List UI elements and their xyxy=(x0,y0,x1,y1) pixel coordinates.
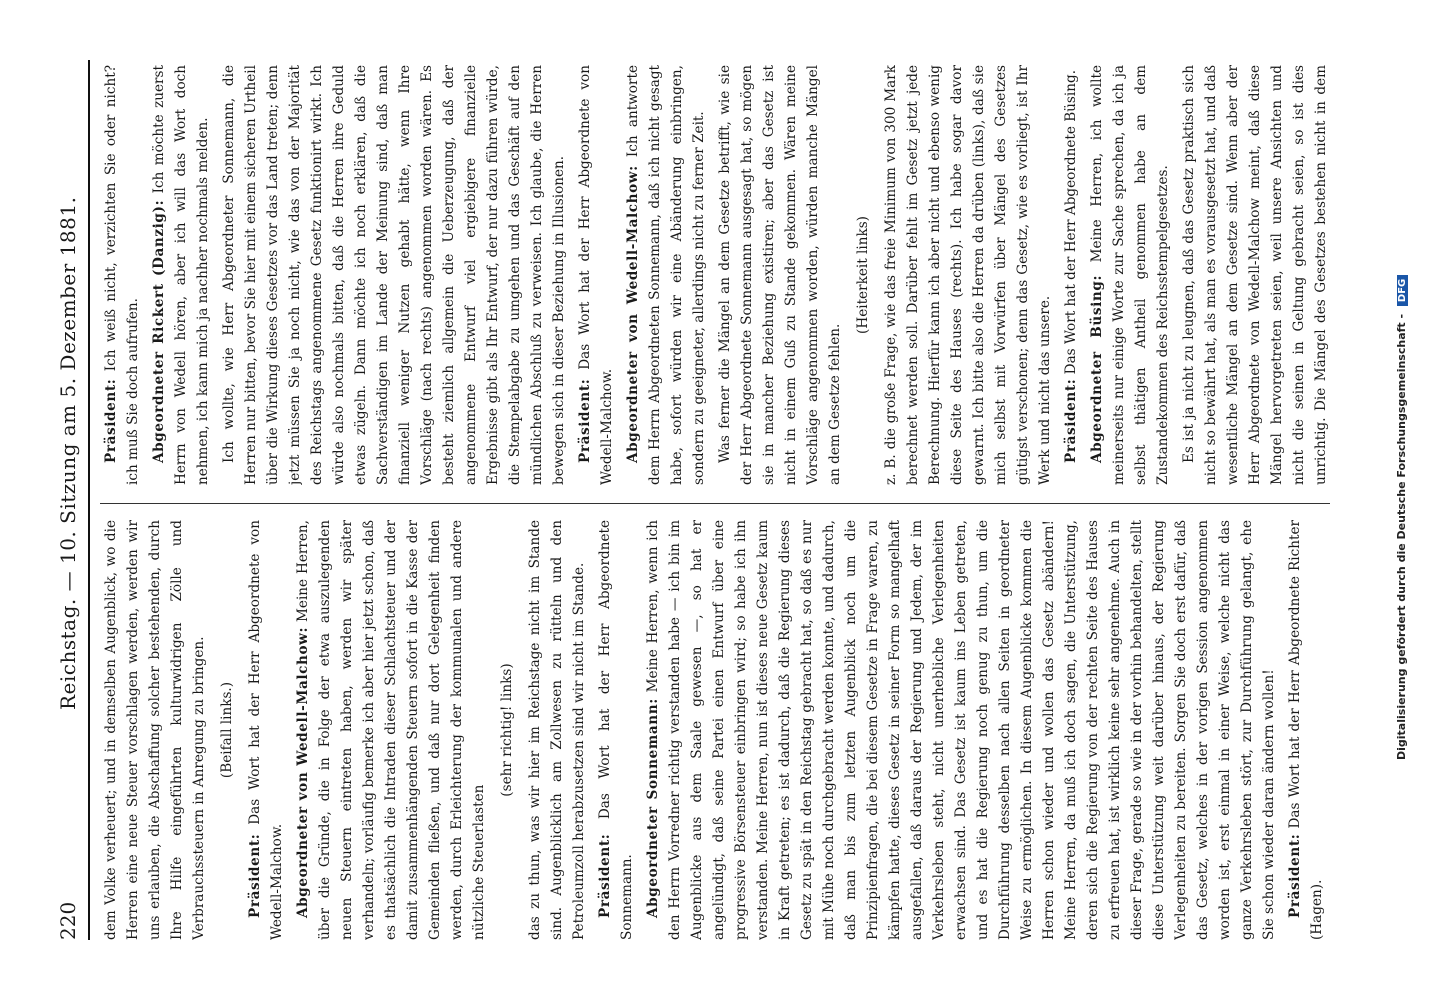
speech-text: Das Wort hat der Herr Abgeordnete Sonnemann. xyxy=(597,520,635,940)
speech-text: Meine Herren, über die Gründe, die in Folge der etwa auszulegenden neuen Steuern eintreten haben, werden wir später verhandeln; vorläufig bemerke ich aber hier jetzt schon, daß es thatsächlich die Intraden dieser Schlachtsteuer und der damit zusammenhängenden Steuern sofort in die Kasse der Gemeinden fließen, und daß nur dort Gelegenheit finden werden, durch Erleichterung der kommunalen und andere nützliche Steuerlasten xyxy=(295,520,487,940)
speech-text: Das Wort hat der Herr Abgeordnete von Wedell-Malchow. xyxy=(577,65,615,485)
dfg-logo: DFG xyxy=(1397,275,1408,306)
page-number: 220 xyxy=(56,901,80,940)
page-header xyxy=(48,60,90,940)
speaker-label: Abgeordneter von Wedell-Malchow: xyxy=(295,626,311,918)
speech-paragraph xyxy=(574,65,618,485)
speaker-label: Präsident: xyxy=(1287,833,1303,918)
right-text-column xyxy=(100,65,1335,485)
page-title: Reichstag. — 10. Sitzung am 5. Dezember 1881. xyxy=(56,196,80,710)
speech-paragraph xyxy=(292,520,490,940)
speaker-label: Präsident: xyxy=(597,833,613,918)
speaker-label: Abgeordneter Rickert (Danzig): xyxy=(151,199,167,463)
speech-paragraph xyxy=(244,520,288,940)
left-text-column xyxy=(100,520,1335,940)
stage-direction: (Heiterkeit links) xyxy=(855,216,871,334)
speech-paragraph xyxy=(622,65,710,485)
speech-paragraph xyxy=(100,65,144,485)
body-paragraph: z. B. die große Frage, wie das freie Minimum von 300 Mark berechnet werden soll. Darüber fehlt im Gesetz jetzt jede Berechnung. Hierfür kann ich aber nicht und ebenso wenig diese Seite des Hauses (rechts). Ich habe sogar davor gewarnt. Ich bitte also die Herren da drüben (links), daß sie mich selbst mit Vorwürfen über Mängel des Gesetzes gütigst verschonen; denn das Gesetz, wie es vorliegt, ist Ihr Werk und nicht das unsere. xyxy=(883,65,1053,485)
speaker-label: Abgeordneter von Wedell-Malchow: xyxy=(625,165,641,463)
stage-direction: (sehr richtig! links) xyxy=(499,663,515,797)
speech-text: Ich weiß nicht, verzichten Sie oder nicht? ich muß Sie doch aufrufen. xyxy=(103,65,141,485)
speaker-label: Präsident: xyxy=(103,378,119,463)
digitization-credit xyxy=(1395,275,1408,760)
speech-paragraph xyxy=(148,65,214,485)
body-paragraph: Ich wollte, wie Herr Abgeordneter Sonnemann, die Herren nur bitten, bevor Sie hier mit einem sicheren Urtheil über die Wirkung dieses Gesetzes vor das Land treten; denn jetzt müssen Sie ja noch nicht, wie das von der Majorität des Reichstags angenommene Gesetz funktionirt wirkt. Ich würde also nochmals bitten, daß die Herren ihre Geduld etwas zügeln. Dann möchte ich noch erklären, daß die Sachverständigen im Lande der Meinung sind, daß man finanziell weniger Nutzen gehabt hätte, wenn Ihre Vorschläge (nach rechts) angenommen worden wären. Es besteht ziemlich allgemein die Ueberzeugung, daß der angenommene Entwurf viel ergiebigere finanzielle Ergebnisse gibt als Ihr Entwurf, der nur dazu führen würde, die Stempelabgabe zu umgehen und das Geschäft auf den mündlichen Abschluß zu verweisen. Ich glaube, die Herren bewegen sich in dieser Beziehung in Illusionen. xyxy=(221,65,567,485)
speaker-label: Präsident: xyxy=(577,378,593,463)
credit-text: Digitalisierung gefördert durch die Deutsche Forschungsgemeinschaft - xyxy=(1395,313,1408,760)
speech-text: Meine Herren, wenn ich den Herrn Vorredner richtig verstanden habe — ich bin im Augenblicke aus dem Saale gewesen —, so hat er angelündigt, daß seine Partei einen Entwurf über eine progressive Börsensteuer einbringen wird; so habe ich ihn verstanden. Meine Herren, nun ist dieses neue Gesetz kaum in Kraft getreten; es ist dadurch, daß die Regierung dieses Gesetz zu spät in den Reichstag gebracht hat, so daß es nur mit Mühe noch durchgebracht werden konnte, und dadurch, daß man bis zum letzten Augenblick noch um die Prinzipienfragen, die bei diesem Gesetze in Frage waren, zu kämpfen hatte, dieses Gesetz in seiner Form so mangelhaft ausgefallen, daß daraus der Regierung und Jedem, der im Verkehrsleben steht, nicht unerhebliche Verlegenheiten erwachsen sind. Das Gesetz ist kaum ins Leben getreten, und es hat die Regierung noch genug zu thun, um die Durchführung desselben nach allen Seiten in geordneter Weise zu ermöglichen. In diesem Augenblicke kommen die Herren schon wieder und wollen das Gesetz abändern! Meine Herren, da muß ich doch sagen, die Unterstützung, deren sich die Regierung von der rechten Seite des Hauses zu erfreuen hat, ist wirklich keine sehr angenehme. Auch in dieser Frage, gerade so wie in der vorhin behandelten, stellt diese Unterstützung weit darüber hinaus, der Regierung Verlegenheiten zu bereiten. Sorgen Sie doch erst dafür, daß das Gesetz, welches in der vorigen Session angenommen worden ist, erst einmal in einer Weise, welche nicht das ganze Verkehrsleben stört, zur Durchführung gelangt, ehe Sie schon wieder daran ändern wollen! xyxy=(645,520,1277,940)
stage-direction: (Beifall links.) xyxy=(219,681,235,779)
speech-paragraph xyxy=(1060,65,1082,485)
speaker-label: Abgeordneter Sonnemann: xyxy=(645,698,661,918)
speech-text: Meine Herren, ich wollte meinerseits nur einige Worte zur Sache sprechen, da ich ja selbst thätigen Antheil genommen habe an dem Zustandekommen des Reichsstempelgesetzes. xyxy=(1089,65,1171,485)
speech-text: Ich möchte zuerst Herrn von Wedell hören, aber ich will das Wort doch nehmen, ich kann mich ja nachher nochmals melden. xyxy=(151,65,211,485)
body-paragraph: Was ferner die Mängel an dem Gesetze betrifft, wie sie der Herr Abgeordnete Sonnemann ausgesagt hat, so mögen sie in mancher Beziehung existiren; aber das Gesetz ist nicht in einem Guß zu Stande gekommen. Wären meine Vorschläge angenommen worden, würden manche Mängel an dem Gesetze fehlen. xyxy=(717,65,843,485)
speech-paragraph xyxy=(1086,65,1174,485)
speaker-label: Präsident: xyxy=(1063,378,1079,463)
speech-text: Das Wort hat der Herr Abgeordnete Richter (Hagen). xyxy=(1287,520,1325,940)
speech-text: Das Wort hat der Herr Abgeordnete Büsing. xyxy=(1063,69,1079,375)
speech-paragraph xyxy=(1332,520,1335,940)
speech-text: Das Wort hat der Herr Abgeordnete von Wedell-Malchow. xyxy=(247,520,285,940)
speech-text: Ich antworte dem Herrn Abgeordneten Sonnemann, daß ich nicht gesagt habe, sofort würden wir eine Abänderung einbringen, sondern zu geeigneter, allerdings nicht zu ferner Zeit. xyxy=(625,65,707,485)
speech-paragraph xyxy=(1284,520,1328,940)
speaker-label: Präsident: xyxy=(247,833,263,918)
body-paragraph: Es ist ja nicht zu leugnen, daß das Gesetz praktisch sich nicht so bewährt hat, als man es vorausgesetzt hat, und daß wesentliche Mängel an dem Gesetze sind. Wenn aber der Herr Abgeordnete von Wedell-Malchow meint, daß diese Mängel hervorgetreten seien, weil unsere Ansichten und nicht die seinen in Geltung gebracht seien, so ist dies unrichtig. Die Mängel des Gesetzes bestehen nicht in dem xyxy=(1181,65,1329,485)
speaker-label: Abgeordneter Büsing: xyxy=(1089,274,1105,463)
speech-paragraph xyxy=(594,520,638,940)
body-paragraph: das zu thun, was wir hier im Reichstage nicht im Stande sind. Augenblicklich am Zollwesen zu rütteln und den Petroleumzoll herabzusetzen sind wir nicht im Stande. xyxy=(527,520,587,940)
column-divider xyxy=(100,503,1330,504)
speech-paragraph xyxy=(642,520,1280,940)
body-paragraph: dem Volke verheuert; und in demselben Augenblick, wo die Herren eine neue Steuer vorschlagen werden, werden wir uns erlauben, die Abschaffung solcher bestehenden, durch Ihre Hilfe eingeführten kulturwidrigen Zölle und Verbrauchssteuern in Anregung zu bringen. xyxy=(103,520,207,940)
